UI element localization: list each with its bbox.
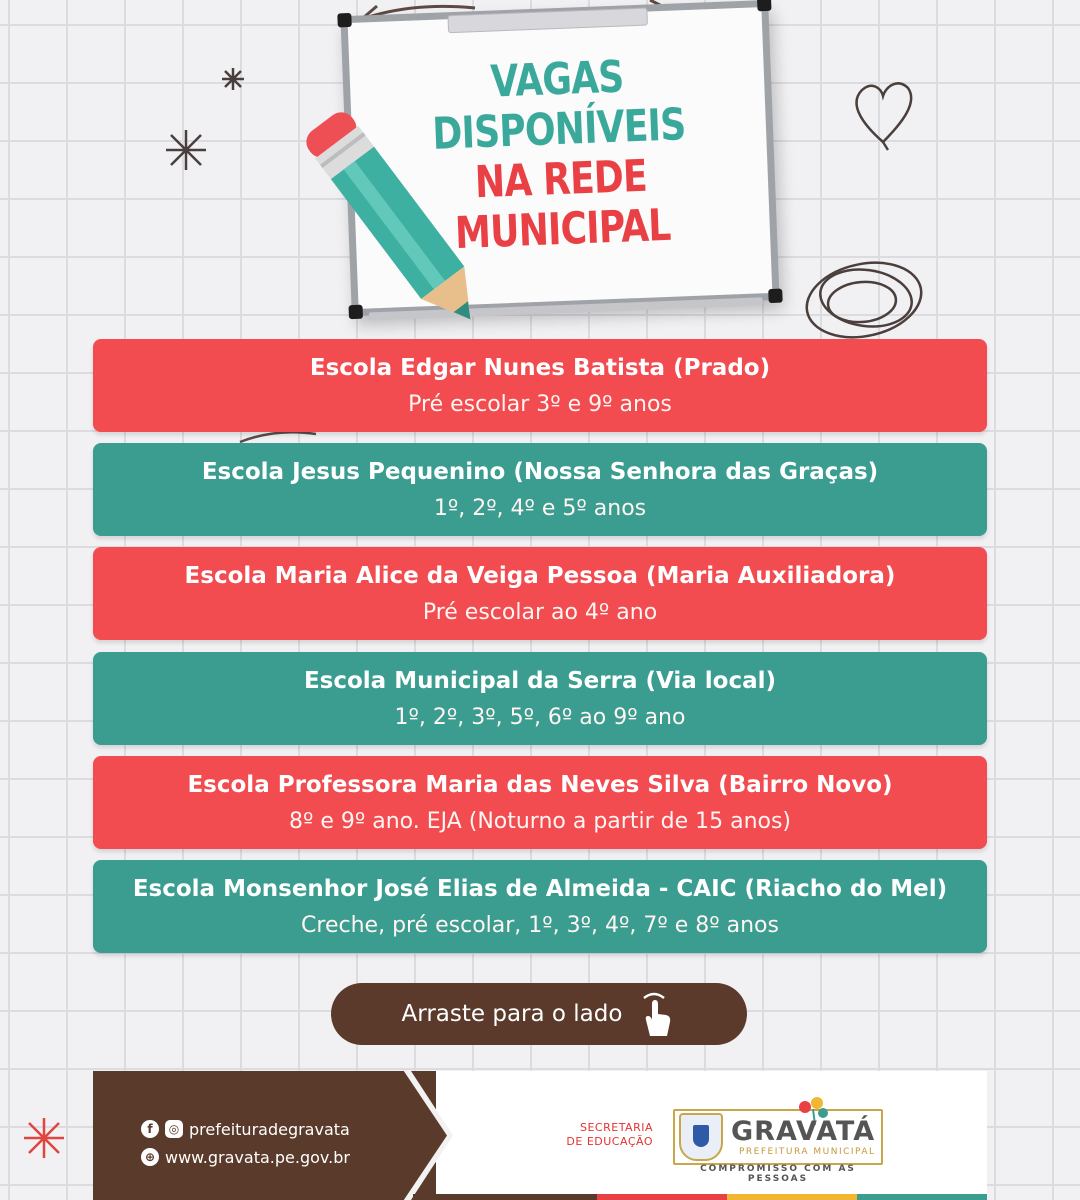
school-name: Escola Jesus Pequenino (Nossa Senhora das Graças) — [201, 459, 879, 485]
school-grades: Pré escolar ao 4º ano — [422, 600, 658, 625]
school-grades: 1º, 2º, 4º e 5º anos — [433, 496, 647, 521]
secretaria-line-1: SECRETARIA — [579, 1121, 653, 1134]
school-grades: Creche, pré escolar, 1º, 3º, 4º, 7º e 8º anos — [301, 913, 779, 938]
swipe-button[interactable] — [331, 983, 747, 1045]
star-doodle — [220, 66, 246, 92]
brand-subtitle: PREFEITURA MUNICIPAL — [739, 1147, 876, 1157]
footer — [93, 1071, 987, 1200]
school-card[interactable] — [93, 756, 987, 849]
instagram-icon[interactable]: ◎ — [165, 1120, 183, 1138]
social-links — [141, 1115, 350, 1171]
school-grades: 8º e 9º ano. EJA (Noturno a partir de 15 anos) — [288, 809, 792, 834]
school-card[interactable] — [93, 443, 987, 536]
secretaria-label — [553, 1121, 653, 1149]
school-card[interactable] — [93, 547, 987, 640]
headline-line-3: NA REDE — [473, 150, 648, 209]
city-crest-icon — [679, 1113, 723, 1161]
brand-tagline: COMPROMISSO COM AS PESSOAS — [700, 1164, 856, 1184]
headline-line-2: DISPONÍVEIS — [431, 99, 687, 160]
board-corner — [768, 289, 783, 304]
school-name: Escola Edgar Nunes Batista (Prado) — [309, 355, 771, 381]
brand-name: GRAVATÁ — [731, 1116, 876, 1147]
sparkle-doodle — [163, 127, 209, 173]
school-card[interactable] — [93, 652, 987, 745]
board-corner — [337, 13, 352, 28]
globe-icon: ⊕ — [141, 1148, 159, 1166]
swipe-label: Arraste para o lado — [401, 1001, 623, 1027]
school-card[interactable] — [93, 860, 987, 953]
heart-doodle — [848, 72, 918, 152]
school-name: Escola Maria Alice da Veiga Pessoa (Maria Auxiliadora) — [184, 563, 896, 589]
school-grades: 1º, 2º, 3º, 5º, 6º ao 9º ano — [394, 705, 686, 730]
swipe-hand-icon — [636, 990, 676, 1038]
website-row[interactable] — [141, 1143, 350, 1171]
school-name: Escola Monsenhor José Elias de Almeida - CAIC (Riacho do Mel) — [132, 876, 948, 902]
school-card[interactable] — [93, 339, 987, 432]
school-grades: Pré escolar 3º e 9º anos — [408, 392, 672, 417]
website-link[interactable]: www.gravata.pe.gov.br — [165, 1147, 350, 1167]
headline-line-1: VAGAS — [489, 51, 625, 108]
board-clip — [447, 8, 648, 34]
school-name: Escola Professora Maria das Neves Silva (Bairro Novo) — [187, 772, 893, 798]
social-row[interactable] — [141, 1115, 350, 1143]
color-stripe — [727, 1194, 857, 1200]
asterisk-doodle — [20, 1114, 68, 1162]
facebook-icon[interactable]: f — [141, 1120, 159, 1138]
board-corner — [757, 0, 772, 11]
color-stripe — [413, 1194, 597, 1200]
social-handle[interactable]: prefeituradegravata — [189, 1119, 350, 1139]
school-name: Escola Municipal da Serra (Via local) — [303, 668, 777, 694]
scribble-doodle — [796, 248, 936, 348]
color-stripe — [857, 1194, 987, 1200]
headline-line-4: MUNICIPAL — [454, 199, 672, 260]
color-stripe — [597, 1194, 727, 1200]
pencil-icon — [292, 92, 502, 352]
secretaria-line-2: DE EDUCAÇÃO — [566, 1135, 653, 1148]
